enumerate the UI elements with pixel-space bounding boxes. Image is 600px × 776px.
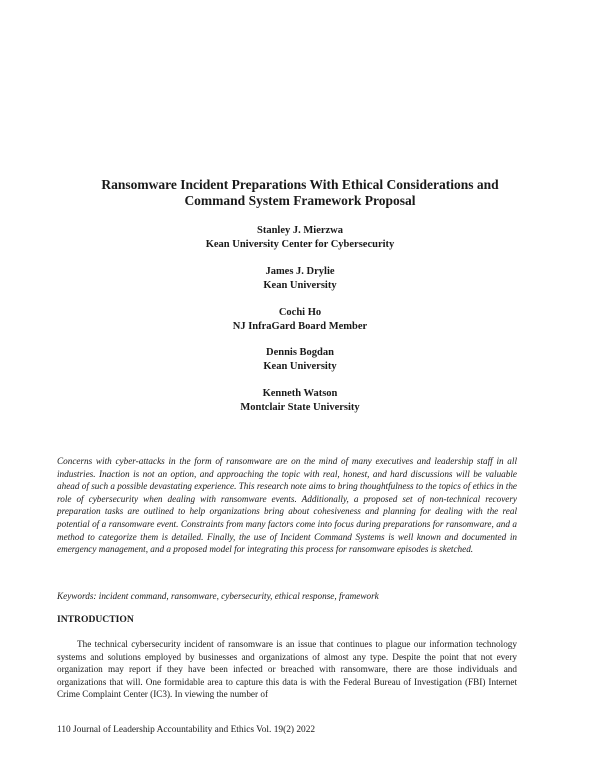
author-affiliation: Kean University [263, 361, 337, 372]
author-name: Stanley J. Mierzwa [256, 225, 344, 236]
author-name: Cochi Ho [278, 307, 322, 318]
paper-title-line-2: Command System Framework Proposal [184, 193, 416, 208]
author-block-5 [40, 387, 560, 415]
introduction-text: The technical cybersecurity incident of ransomware is an issue that continues to plague our information technology systems and solutions employed by businesses and organizations of almost any type. Despite the point that not every organization may report if they have been infected or breached with ransomware, there are those individuals and organizations that will. One formidable area to capture this data is with the Federal Bureau of Investigation (FBI) Internet Crime Complaint Center (IC3). In viewing the number of [57, 639, 517, 700]
author-affiliation: Kean University [263, 280, 337, 291]
page-footer: 110 Journal of Leadership Accountability and Ethics Vol. 19(2) 2022 [57, 725, 316, 735]
introduction-paragraph [57, 638, 517, 701]
keywords-line: Keywords: incident command, ransomware, cybersecurity, ethical response, framework [57, 591, 379, 601]
paper-title [40, 177, 560, 209]
author-name: Kenneth Watson [262, 388, 338, 399]
author-name: James J. Drylie [265, 266, 335, 277]
author-block-1 [40, 224, 560, 252]
author-block-4 [40, 346, 560, 374]
author-name: Dennis Bogdan [266, 347, 334, 358]
author-block-2 [40, 265, 560, 293]
author-affiliation: Kean University Center for Cybersecurity [205, 239, 395, 250]
author-affiliation: Montclair State University [240, 402, 360, 413]
paper-title-line-1: Ransomware Incident Preparations With Ethical Considerations and [101, 177, 499, 192]
author-affiliation: NJ InfraGard Board Member [232, 321, 368, 332]
author-block-3 [40, 306, 560, 334]
section-heading-introduction: INTRODUCTION [57, 614, 134, 625]
abstract-paragraph: Concerns with cyber-attacks in the form of ransomware are on the mind of many executives and leadership staff in all industries. Inaction is not an option, and approaching the topic with real, honest, and hard discussions will be valuable ahead of such a possible devastating experience. This research note aims to bring thoughtfulness to the topics of ethics in the role of cybersecurity when dealing with ransomware events. Additionally, a proposed set of non-technical recovery preparation tasks are outlined to help organizations bring about cohesiveness and planning for dealing with the real potential of a ransomware event. Constraints from many factors come into focus during preparations for ransomware, and a method to categorize them is detailed. Finally, the use of Incident Command Systems is well known and documented in emergency management, and a proposed model for integrating this process for ransomware episodes is sketched. [57, 456, 517, 555]
